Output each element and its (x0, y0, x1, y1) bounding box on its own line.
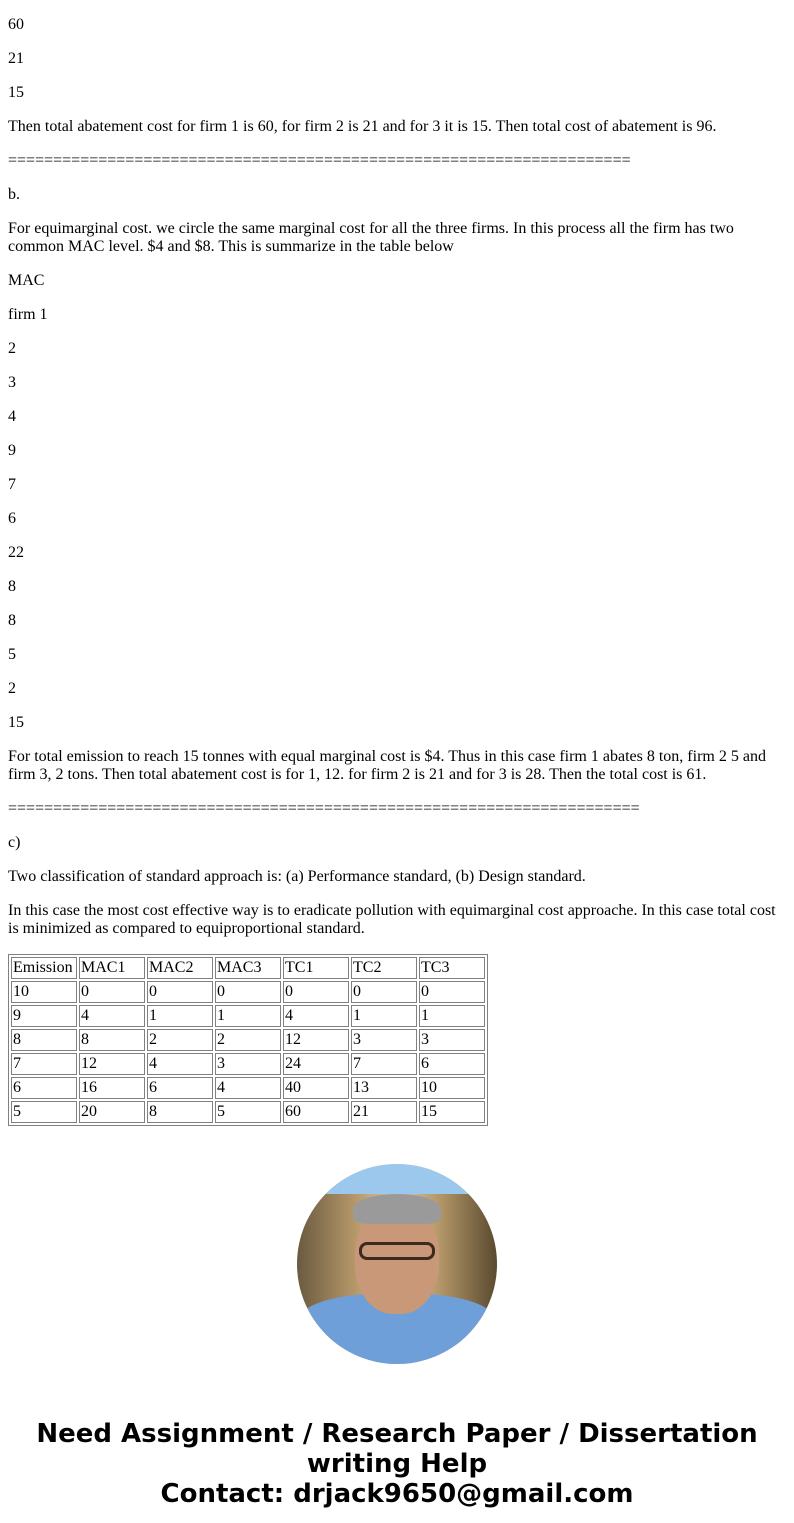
table-cell: 20 (79, 1101, 145, 1123)
table-cell: 21 (351, 1101, 417, 1123)
abatement-cost-table (8, 954, 488, 1126)
table-row (11, 1101, 485, 1123)
author-photo (297, 1164, 497, 1364)
table-cell: 2 (147, 1029, 213, 1051)
paragraph: ===================================================================== (8, 152, 631, 169)
paragraph: 3 (8, 374, 16, 391)
paragraph: 60 (8, 16, 24, 33)
paragraph: b. (8, 186, 20, 203)
paragraph: 21 (8, 50, 24, 67)
table-cell: 13 (351, 1077, 417, 1099)
table-cell: MAC3 (215, 957, 281, 979)
table-cell: 0 (147, 981, 213, 1003)
table-cell: 8 (147, 1101, 213, 1123)
paragraph: 5 (8, 646, 16, 663)
paragraph: Two classification of standard approach is: (a) Performance standard, (b) Design standard. (8, 868, 586, 885)
table-cell: 3 (215, 1053, 281, 1075)
table-cell: TC3 (419, 957, 485, 979)
table-cell: TC1 (283, 957, 349, 979)
paragraph: firm 1 (8, 306, 48, 323)
table-cell: 5 (11, 1101, 77, 1123)
paragraph: c) (8, 834, 21, 851)
table-cell: 10 (11, 981, 77, 1003)
paragraph: 15 (8, 714, 24, 731)
table-cell: 3 (419, 1029, 485, 1051)
document-body (8, 16, 786, 938)
table-cell: TC2 (351, 957, 417, 979)
table-cell: 40 (283, 1077, 349, 1099)
table-cell: 9 (11, 1005, 77, 1027)
paragraph: MAC (8, 272, 45, 289)
table-cell: 4 (79, 1005, 145, 1027)
table-row (11, 1053, 485, 1075)
table-row (11, 981, 485, 1003)
table-cell: 3 (351, 1029, 417, 1051)
paragraph: 22 (8, 544, 24, 561)
table-cell: 1 (351, 1005, 417, 1027)
table-cell: 6 (419, 1053, 485, 1075)
table-cell: MAC2 (147, 957, 213, 979)
table-cell: 4 (215, 1077, 281, 1099)
paragraph: 8 (8, 578, 16, 595)
table-cell: 7 (11, 1053, 77, 1075)
paragraph: For equimarginal cost. we circle the same marginal cost for all the three firms. In this process all the firm has two common MAC level. $4 and $8. This is summarize in the table below (8, 220, 734, 255)
table-cell: 1 (215, 1005, 281, 1027)
table-cell: 8 (79, 1029, 145, 1051)
paragraph: 2 (8, 680, 16, 697)
table-cell: 6 (11, 1077, 77, 1099)
table-cell: 4 (147, 1053, 213, 1075)
table-row (11, 1005, 485, 1027)
table-cell: 0 (79, 981, 145, 1003)
paragraph: In this case the most cost effective way is to eradicate pollution with equimarginal cost approache. In this case total cost is minimized as compared to equiproportional standard. (8, 902, 776, 937)
table-cell: 4 (283, 1005, 349, 1027)
table-row (11, 1077, 485, 1099)
table-cell: 15 (419, 1101, 485, 1123)
table-cell: 6 (147, 1077, 213, 1099)
contact-footer (8, 1419, 786, 1509)
paragraph: 2 (8, 340, 16, 357)
table-row (11, 1029, 485, 1051)
footer-headline: Need Assignment / Research Paper / Dissertation writing Help (36, 1419, 758, 1479)
paragraph: 8 (8, 612, 16, 629)
table-cell: 1 (419, 1005, 485, 1027)
paragraph: For total emission to reach 15 tonnes with equal marginal cost is $4. Thus in this case firm 1 abates 8 ton, firm 2 5 and firm 3, 2 tons. Then total abatement cost is for 1, 12. for firm 2 is 21 and for 3 is 28. Then the total cost is 61. (8, 748, 766, 783)
table-cell: 10 (419, 1077, 485, 1099)
footer-contact: Contact: drjack9650@gmail.com (160, 1479, 634, 1509)
table-cell: 1 (147, 1005, 213, 1027)
table-cell: 0 (351, 981, 417, 1003)
paragraph: ====================================================================== (8, 800, 640, 817)
table-cell: 24 (283, 1053, 349, 1075)
table-cell: 0 (419, 981, 485, 1003)
table-cell: 60 (283, 1101, 349, 1123)
table-cell: 2 (215, 1029, 281, 1051)
table-cell: MAC1 (79, 957, 145, 979)
paragraph: 7 (8, 476, 16, 493)
paragraph: Then total abatement cost for firm 1 is 60, for firm 2 is 21 and for 3 it is 15. Then total cost of abatement is 96. (8, 118, 717, 135)
table-cell: 0 (215, 981, 281, 1003)
table-cell: 12 (283, 1029, 349, 1051)
table-cell: 5 (215, 1101, 281, 1123)
table-cell: 16 (79, 1077, 145, 1099)
author-photo-wrap (8, 1164, 786, 1369)
paragraph: 6 (8, 510, 16, 527)
table-cell: 12 (79, 1053, 145, 1075)
table-cell: Emission (11, 957, 77, 979)
table-cell: 8 (11, 1029, 77, 1051)
paragraph: 15 (8, 84, 24, 101)
paragraph: 9 (8, 442, 16, 459)
table-cell: 0 (283, 981, 349, 1003)
table-row (11, 957, 485, 979)
paragraph: 4 (8, 408, 16, 425)
table-cell: 7 (351, 1053, 417, 1075)
